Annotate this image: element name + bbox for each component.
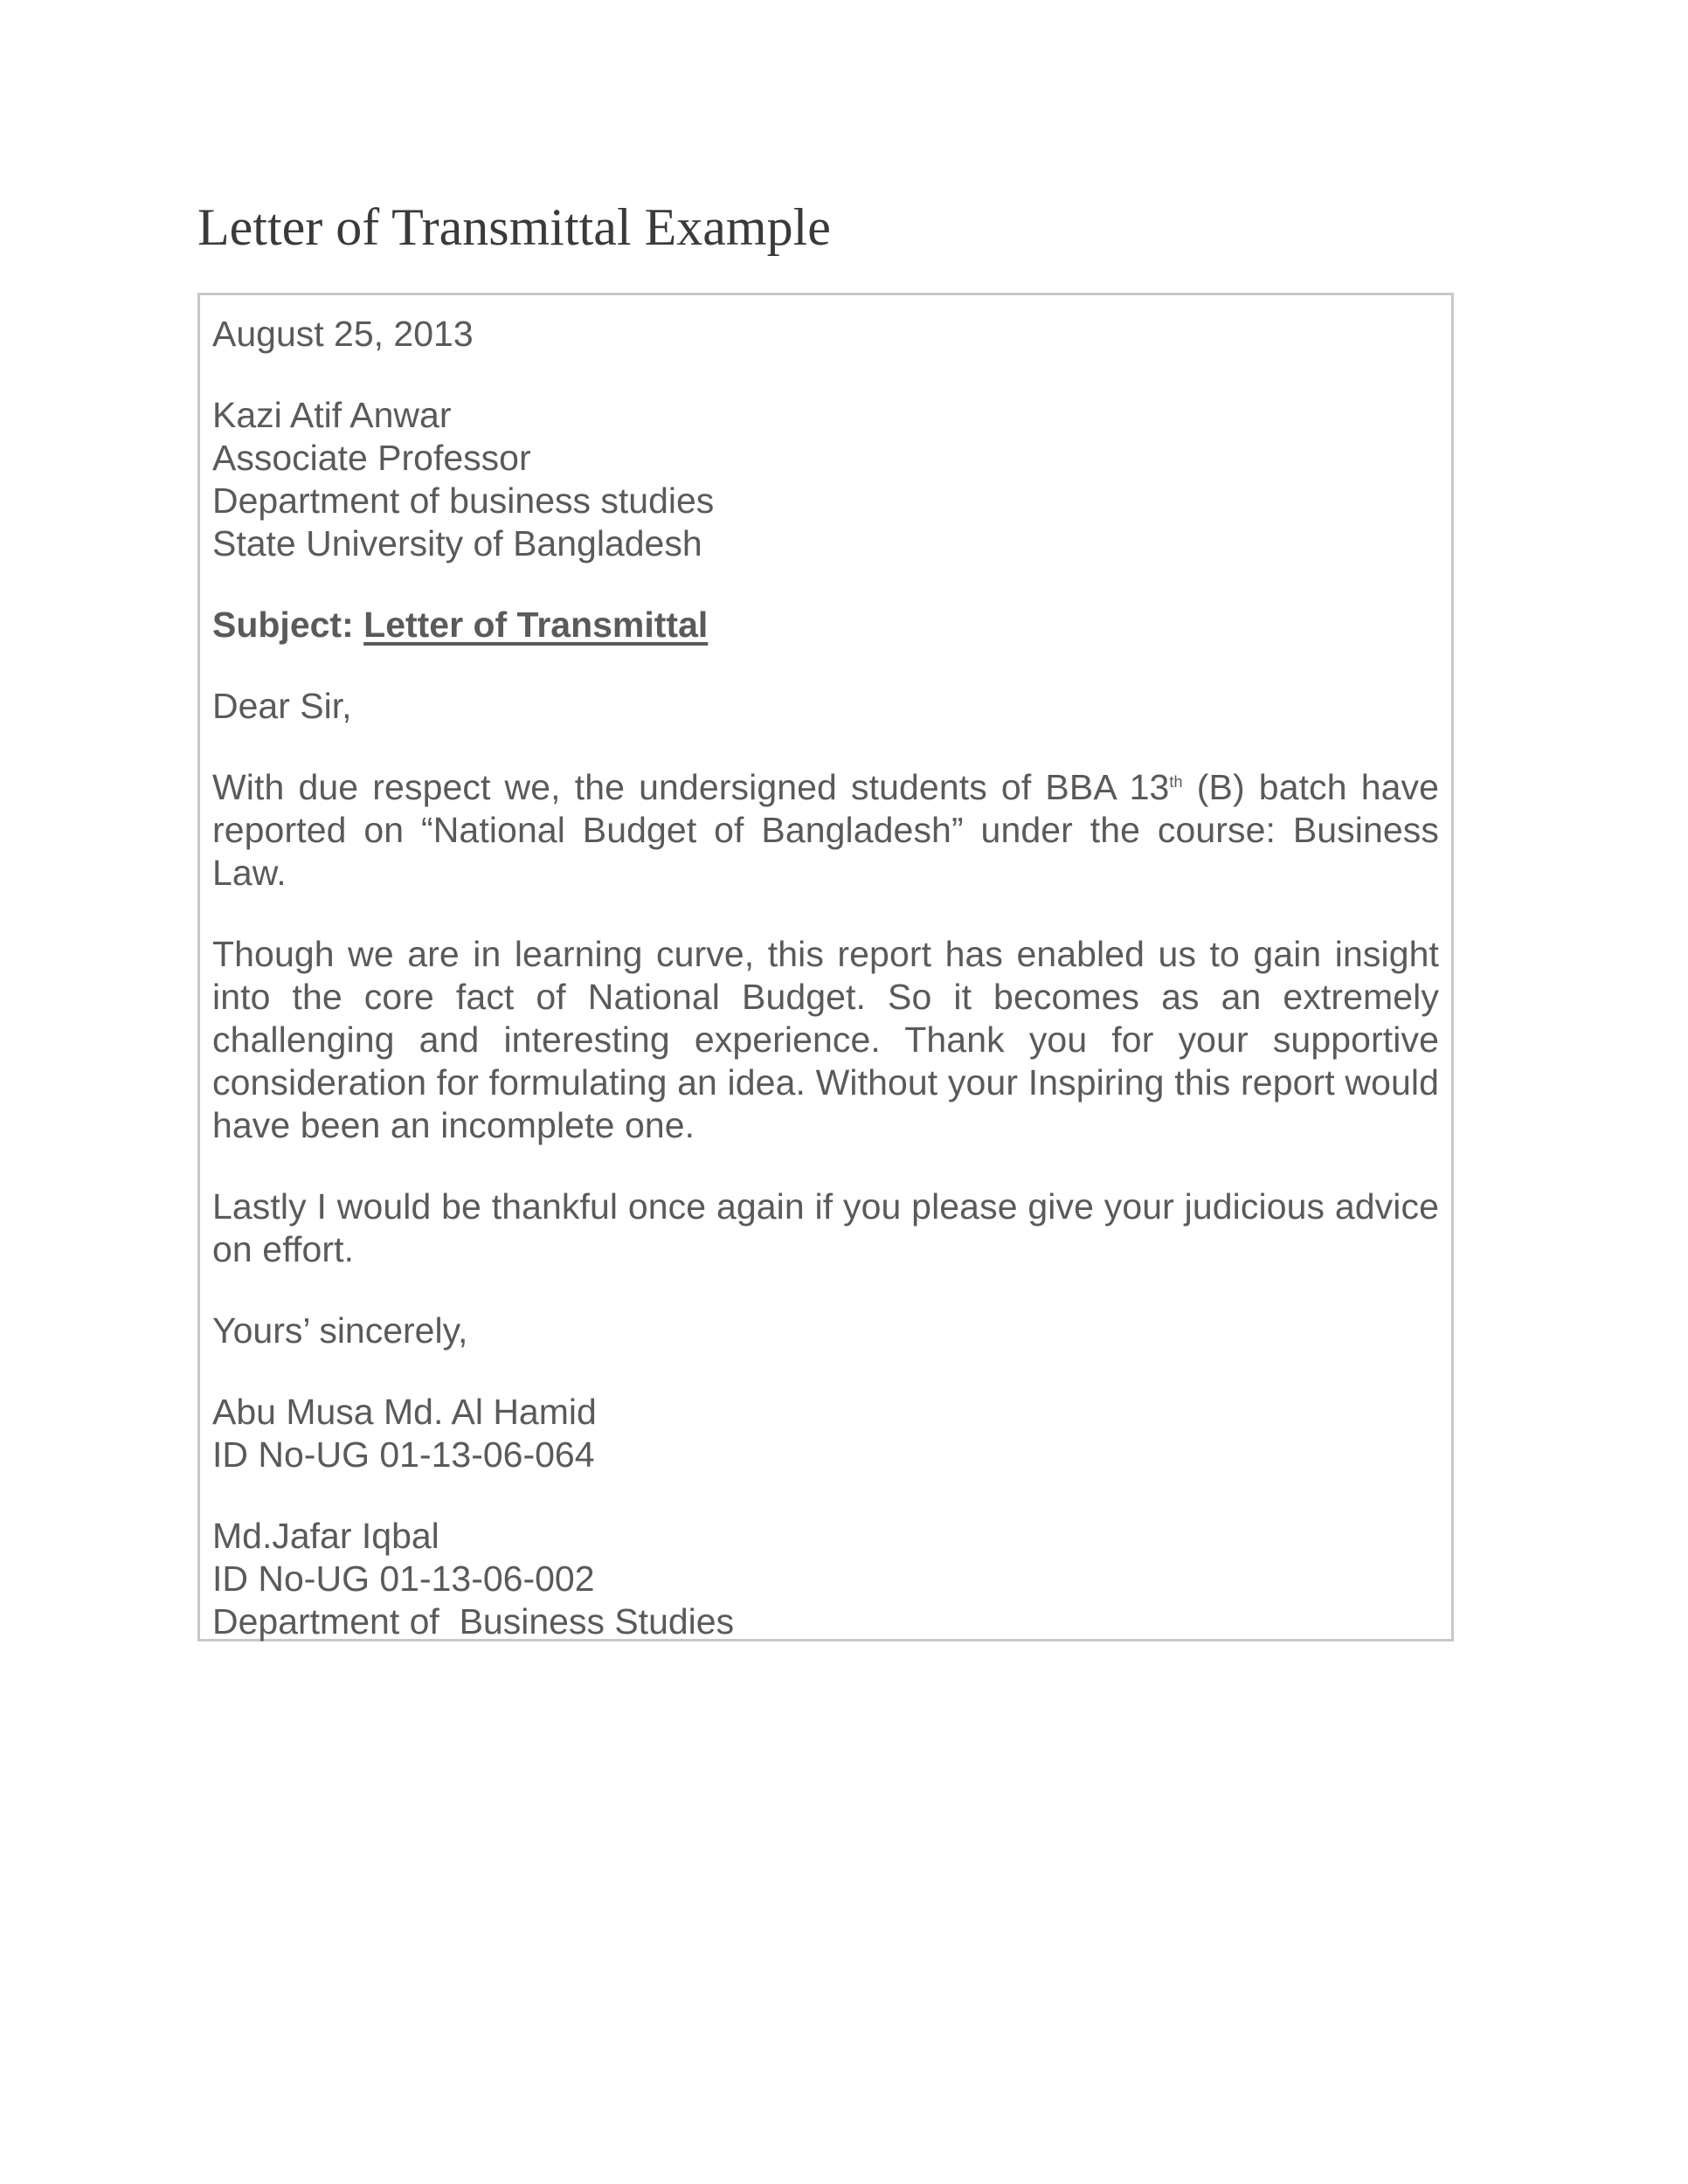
closing: Yours’ sincerely, bbox=[212, 1310, 468, 1351]
recipient-department: Department of business studies bbox=[212, 480, 715, 521]
body-paragraph-3: Lastly I would be thankful once again if you please give your judicious advice on effort. bbox=[212, 1186, 1439, 1269]
signatory-1-id: ID No-UG 01-13-06-064 bbox=[212, 1434, 595, 1475]
signatory-2-id: ID No-UG 01-13-06-002 bbox=[212, 1559, 595, 1599]
subject-label: Subject: bbox=[212, 605, 354, 645]
salutation: Dear Sir, bbox=[212, 686, 352, 726]
signatory-1-name: Abu Musa Md. Al Hamid bbox=[212, 1392, 597, 1432]
letter-box bbox=[197, 293, 1454, 1641]
body-paragraph-1 bbox=[212, 766, 1439, 895]
recipient-address bbox=[212, 394, 1439, 565]
paragraph-1-end: (B) batch have reported on “National Budget of Bangladesh” under the course: Business Law. bbox=[212, 767, 1439, 893]
signatory-2-department: Department of Business Studies bbox=[212, 1601, 735, 1641]
recipient-position: Associate Professor bbox=[212, 438, 531, 478]
ordinal-suffix: th bbox=[1169, 773, 1183, 791]
signatory-2-name: Md.Jafar Iqbal bbox=[212, 1516, 439, 1556]
paragraph-1-start: With due respect we, the undersigned students of BBA 13 bbox=[212, 767, 1170, 807]
subject-line bbox=[212, 604, 1439, 646]
subject-text: Letter of Transmittal bbox=[363, 605, 709, 645]
signatory-1 bbox=[212, 1391, 1439, 1476]
signatory-2 bbox=[212, 1515, 1439, 1643]
recipient-institution: State University of Bangladesh bbox=[212, 523, 702, 563]
letter-date: August 25, 2013 bbox=[212, 314, 474, 354]
recipient-name: Kazi Atif Anwar bbox=[212, 395, 452, 435]
page-title: Letter of Transmittal Example bbox=[197, 198, 831, 256]
body-paragraph-2: Though we are in learning curve, this report has enabled us to gain insight into the core fact of National Budget. So it becomes as an extremely challenging and interesting experience. Thank you for your supportive consideration for formulating an idea. Without your Inspiring this report would have been an incomplete one. bbox=[212, 934, 1439, 1145]
